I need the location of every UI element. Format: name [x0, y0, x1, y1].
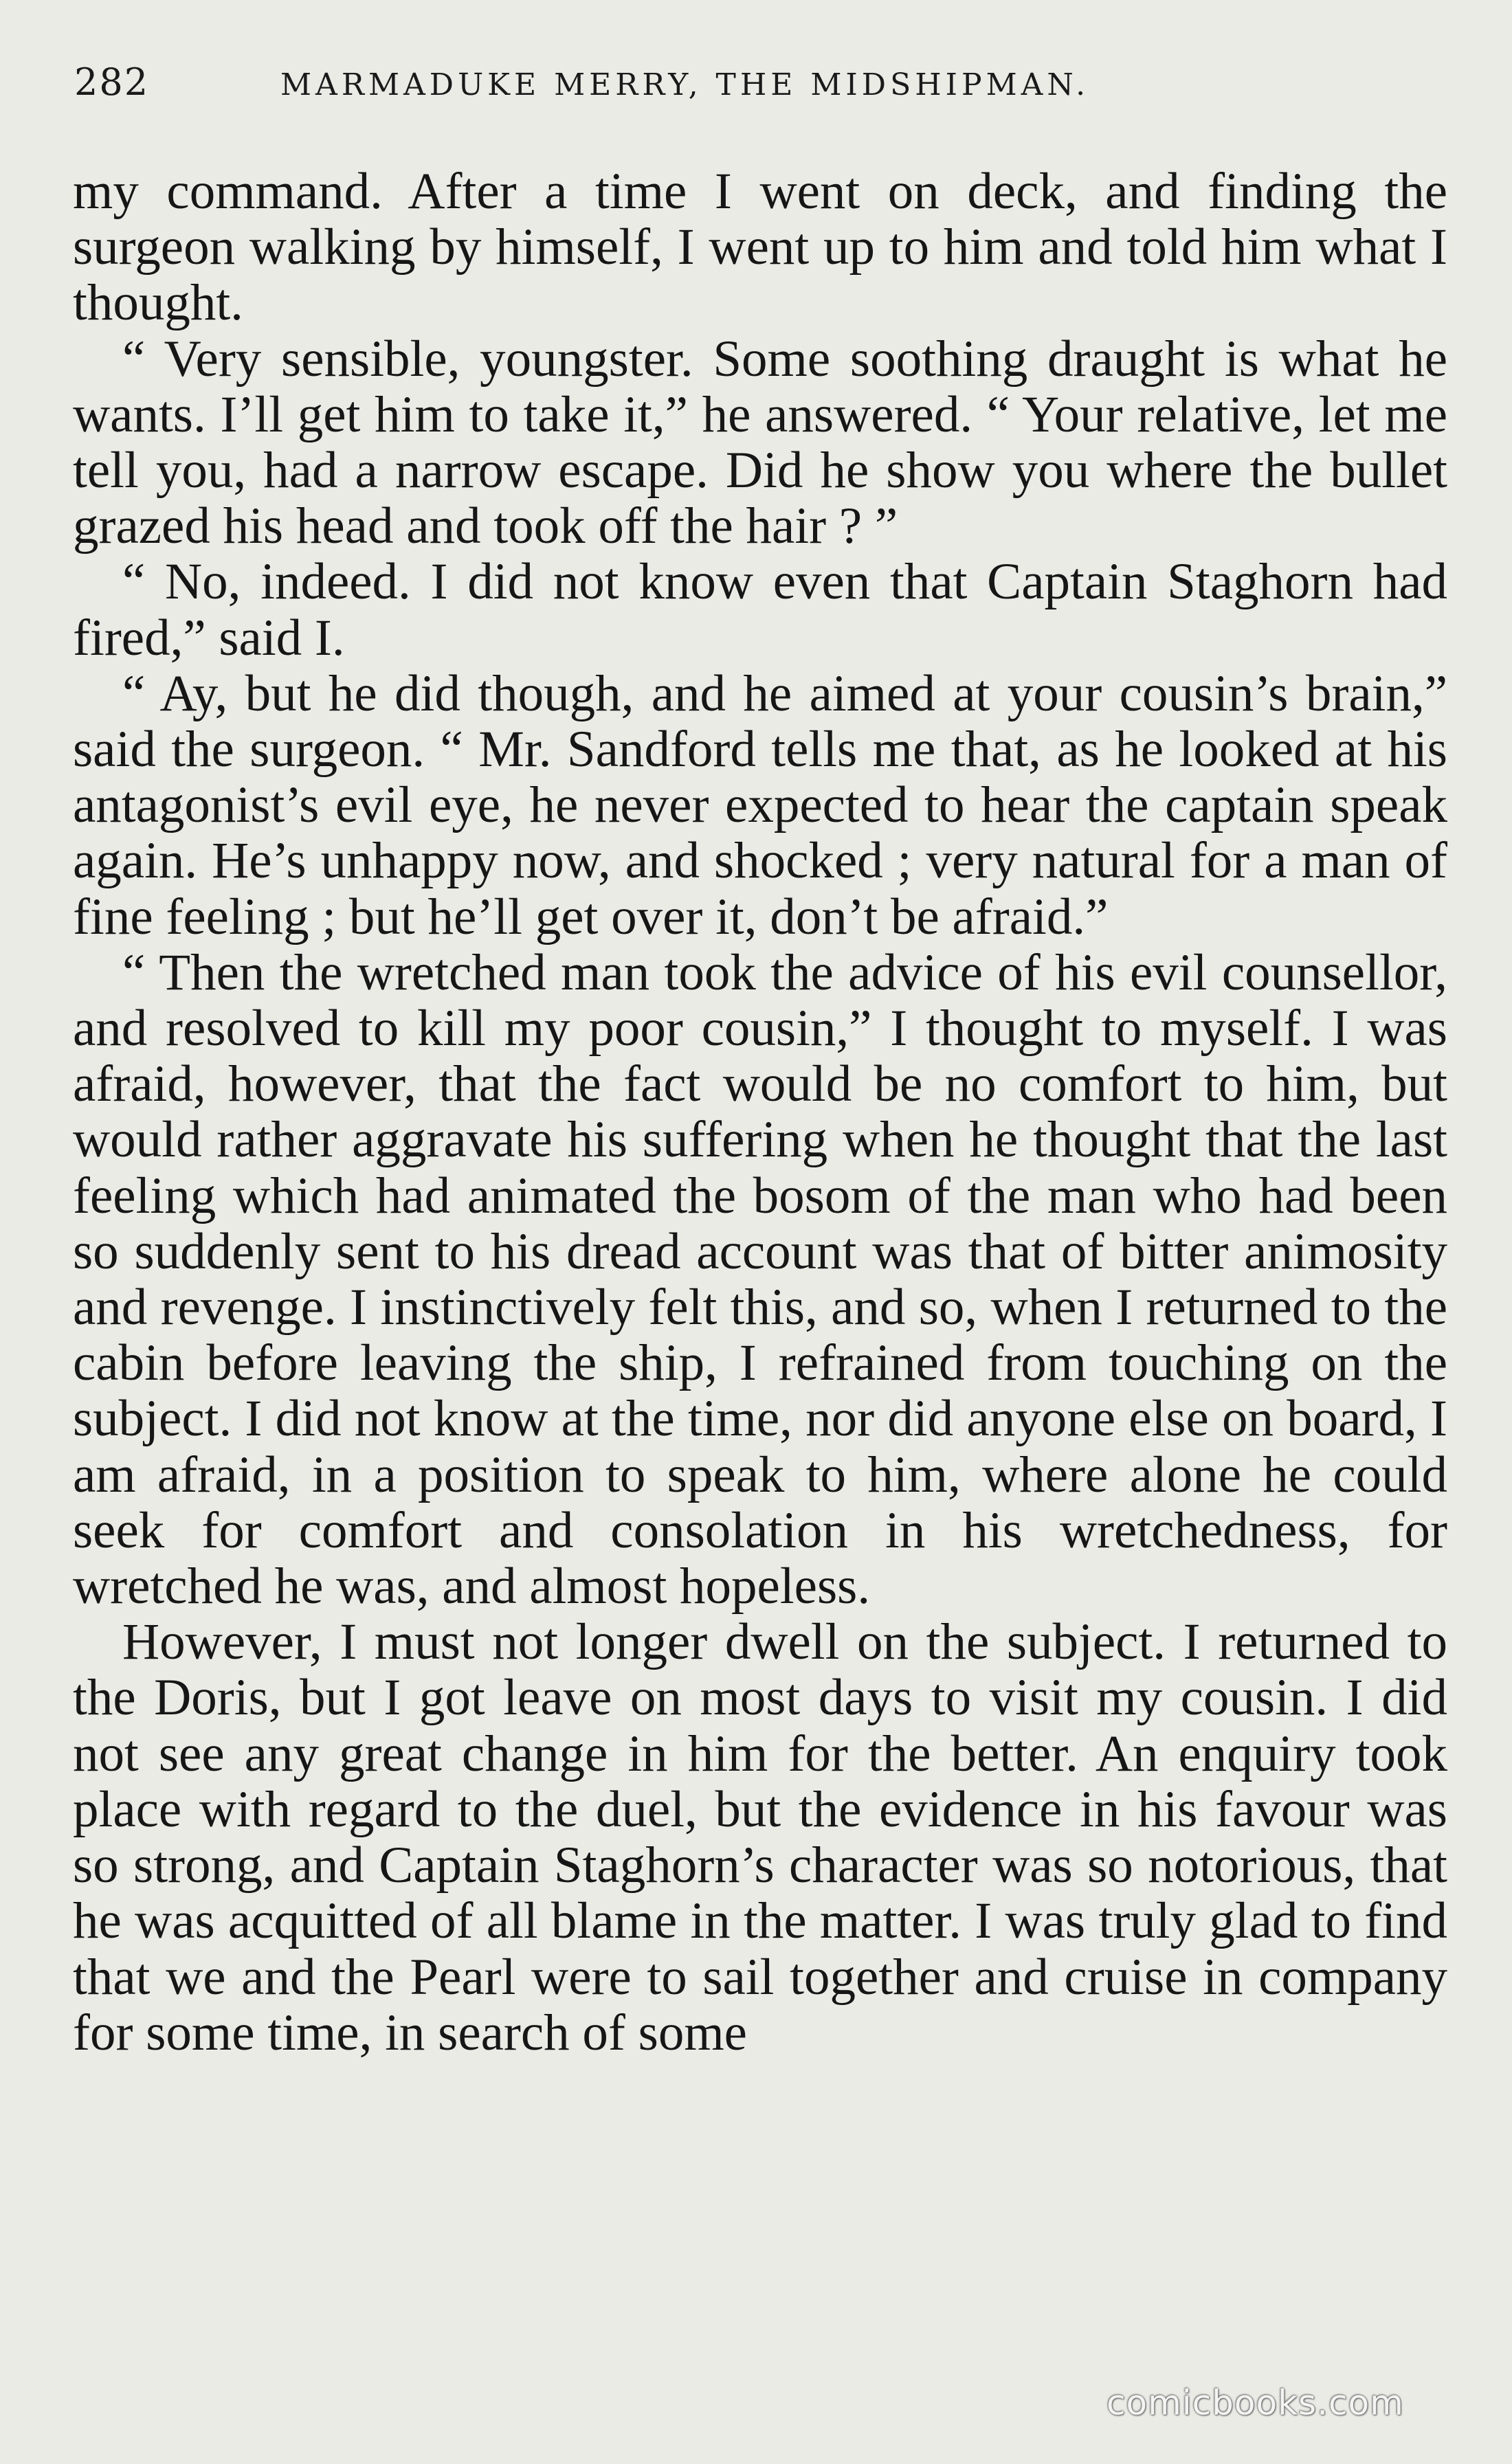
paragraph: “ No, indeed. I did not know even that Captain Staghorn had fired,” said I. — [73, 553, 1447, 667]
paragraph: my command. After a time I went on deck, and finding the surgeon walking by himself, I went up to him and told him what I thought. — [73, 163, 1447, 332]
paragraph: “ Ay, but he did though, and he aimed at your cousin’s brain,” said the surgeon. “ Mr. Sandford tells me that, as he looked at his antagonist’s evil eye, he never expected to hear the captain speak again. He’s unhappy now, and shocked ; very natural for a man of fine feeling ; but he’ll get over it, don’t be afraid.” — [73, 664, 1447, 945]
page-number: 282 — [74, 60, 150, 104]
running-head — [74, 60, 1449, 122]
paragraph: “ Very sensible, youngster. Some soothing draught is what he wants. I’ll get him to take it,” he answered. “ Your relative, let me tell you, had a narrow escape. Did he show you where the bullet grazed his head and took off the hair ? ” — [73, 330, 1447, 555]
watermark: comicbooks.com — [1107, 2383, 1404, 2423]
running-title: MARMADUKE MERRY, THE MIDSHIPMAN. — [280, 67, 1090, 102]
paragraph: “ Then the wretched man took the advice of his evil counsellor, and resolved to kill my poor cousin,” I thought to myself. I was afraid, however, that the fact would be no comfort to him, but would rather aggravate his suffering when he thought that the last feeling which had animated the bosom of the man who had been so suddenly sent to his dread account was that of bitter animosity and revenge. I instinctively felt this, and so, when I returned to the cabin before leaving the ship, I refrained from touching on the subject. I did not know at the time, nor did anyone else on board, I am afraid, in a position to speak to him, where alone he could seek for comfort and consolation in his wretchedness, for wretched he was, and almost hopeless. — [73, 943, 1447, 1615]
body-text — [73, 164, 1447, 2061]
paragraph: However, I must not longer dwell on the subject. I returned to the Doris, but I got leave on most days to visit my cousin. I did not see any great change in him for the better. An enquiry took place with regard to the duel, but the evidence in his favour was so strong, and Captain Staghorn’s character was so notorious, that he was acquitted of all blame in the matter. I was truly glad to find that we and the Pearl were to sail together and cruise in company for some time, in search of some — [73, 1613, 1447, 2061]
